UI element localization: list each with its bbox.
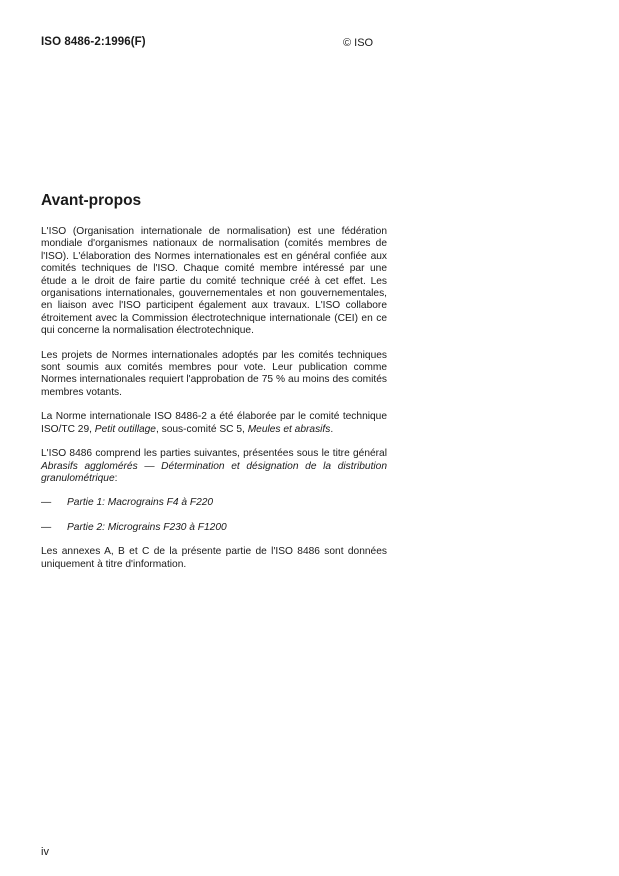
list-dash: — [41, 497, 52, 509]
parts-intro-text: L'ISO 8486 comprend les parties suivantes, présentées sous le titre général [41, 448, 387, 460]
committee-text-e: . [330, 423, 334, 435]
list-item-text: Partie 2: Micrograins F230 à F1200 [67, 521, 227, 533]
general-title: Abrasifs agglomérés — Détermination et désignation de la distribution granulométrique [41, 460, 387, 484]
section-title: Avant-propos [41, 192, 142, 209]
committee-name: Petit outillage [94, 423, 156, 435]
foreword-body [41, 226, 387, 583]
subcommittee-name: Meules et abrasifs [247, 423, 331, 435]
list-item-part-2 [41, 522, 387, 534]
copyright-notice: © ISO [343, 37, 374, 49]
paragraph-annexes: Les annexes A, B et C de la présente partie de l'ISO 8486 sont données uniquement à titre d'information. [41, 546, 387, 570]
page-number: iv [41, 846, 49, 858]
paragraph-parts-intro [41, 448, 387, 485]
paragraph-committee [41, 411, 387, 436]
paragraph-iso-description: L'ISO (Organisation internationale de normalisation) est une fédération mondiale d'organismes nationaux de normalisation (comités membres de l'ISO). L'élaboration des Normes internationales est en général confiée aux comités techniques de l'ISO. Chaque comité membre intéressé par une étude a le droit de faire partie du comité technique créé à cet effet. Les organisations internationales, gouvernementales et non gouvernementales, en liaison avec l'ISO participent également aux travaux. L'ISO collabore étroitement avec la Commission électrotechnique internationale (CEI) en ce qui concerne la normalisation électrotechnique. [41, 226, 387, 337]
list-item-text: Partie 1: Macrograins F4 à F220 [67, 497, 214, 509]
list-dash: — [41, 521, 52, 533]
list-item-part-1 [41, 497, 387, 509]
committee-text-c: , sous-comité SC 5, [155, 423, 248, 435]
paragraph-draft-standards: Les projets de Normes internationales adoptés par les comités techniques sont soumis aux comités membres pour vote. Leur publication comme Normes internationales requiert l'approbation de 75 % au moins des comités membres votants. [41, 349, 387, 398]
committee-text-a: La Norme internationale ISO 8486-2 a été élaborée par le comité technique ISO/TC 29, [41, 411, 387, 435]
document-identifier: ISO 8486-2:1996(F) [41, 36, 146, 48]
parts-intro-colon: : [114, 472, 118, 484]
